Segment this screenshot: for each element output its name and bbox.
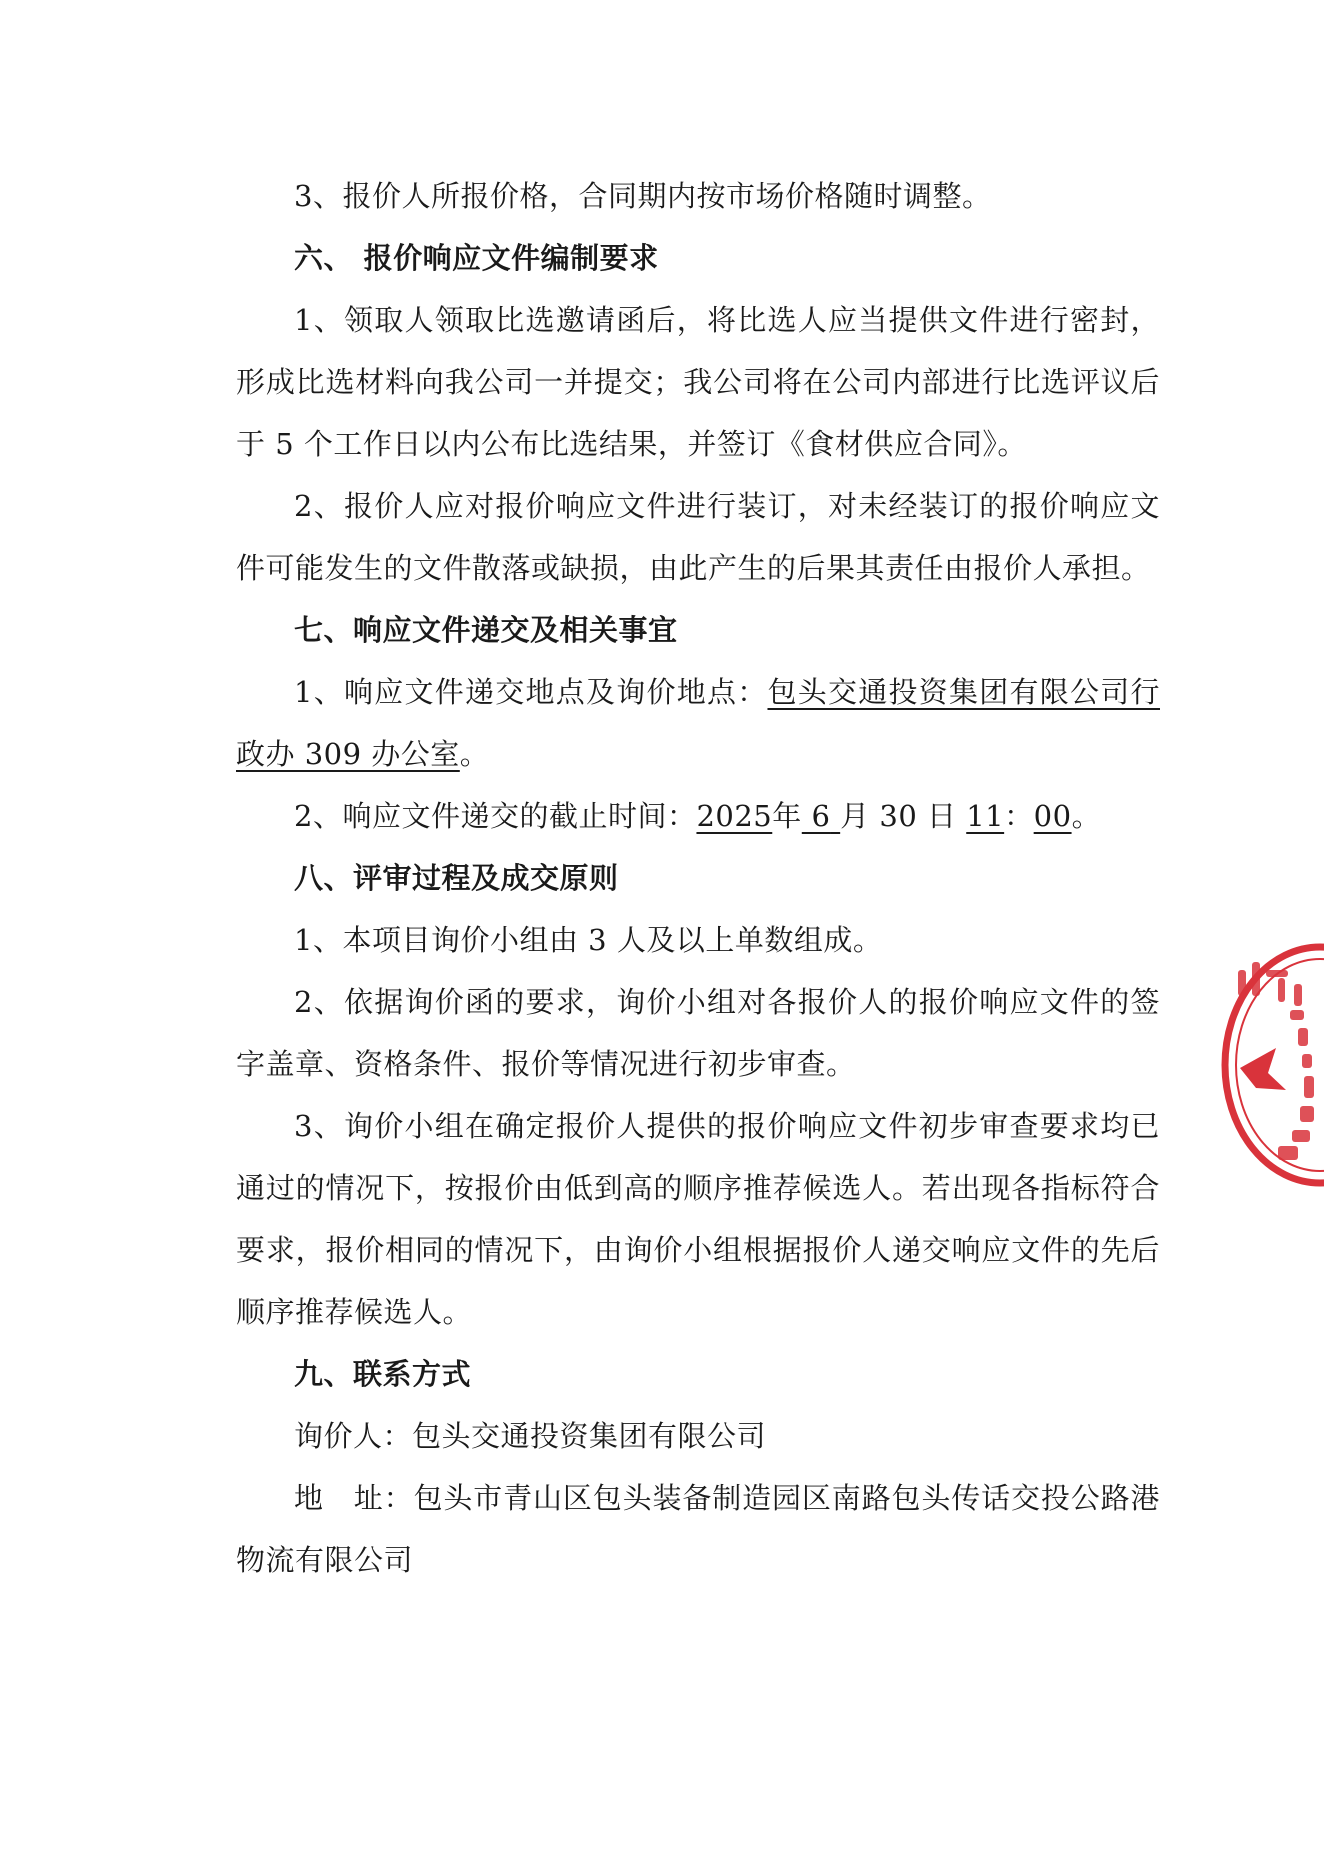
section-9-heading: 九、联系方式 bbox=[294, 1357, 472, 1391]
deadline-year-unit: 年 bbox=[772, 799, 802, 833]
document-page bbox=[236, 165, 1160, 1591]
section-6-item-1: 1、领取人领取比选邀请函后，将比选人应当提供文件进行密封，形成比选材料向我公司一并提交；我公司将在公司内部进行比选评议后于 5 个工作日以内公布比选结果，并签订《食材供应合同》。 bbox=[236, 303, 1160, 461]
paragraph-price-adjust: 3、报价人所报价格，合同期内按市场价格随时调整。 bbox=[294, 179, 992, 213]
section-6-item-2: 2、报价人应对报价响应文件进行装订，对未经装订的报价响应文件可能发生的文件散落或缺损，由此产生的后果其责任由报价人承担。 bbox=[236, 489, 1160, 585]
deadline-label: 2、响应文件递交的截止时间： bbox=[294, 799, 697, 833]
section-8-heading: 八、评审过程及成交原则 bbox=[294, 861, 619, 895]
submit-place-value: 包头交通投资集团有限公司行政办 309 办公室 bbox=[236, 675, 1160, 771]
section-7-item-2 bbox=[236, 785, 1160, 847]
section-7-heading: 七、响应文件递交及相关事宜 bbox=[294, 613, 678, 647]
deadline-year: 2025 bbox=[696, 799, 773, 833]
submit-place-end: 。 bbox=[459, 737, 490, 771]
deadline-hour: 11 bbox=[966, 799, 1005, 833]
section-7-item-1 bbox=[236, 661, 1160, 785]
section-8-item-3: 3、询价小组在确定报价人提供的报价响应文件初步审查要求均已通过的情况下，按报价由低到高的顺序推荐候选人。若出现各指标符合要求，报价相同的情况下，由询价小组根据报价人递交响应文件的先后顺序推荐候选人。 bbox=[236, 1109, 1160, 1329]
deadline-minute: 00 bbox=[1033, 799, 1072, 833]
deadline-month: 6 bbox=[811, 799, 831, 833]
company-seal-stamp bbox=[1220, 940, 1324, 1190]
section-6-heading: 六、 报价响应文件编制要求 bbox=[294, 241, 659, 275]
deadline-colon: ： bbox=[1004, 799, 1034, 833]
deadline-end: 。 bbox=[1071, 799, 1102, 833]
submit-place-label: 1、响应文件递交地点及询价地点： bbox=[294, 675, 768, 709]
section-8-item-2: 2、依据询价函的要求，询价小组对各报价人的报价响应文件的签字盖章、资格条件、报价等情况进行初步审查。 bbox=[236, 985, 1160, 1081]
seal-star-icon bbox=[1240, 1048, 1286, 1090]
contact-address: 地 址：包头市青山区包头装备制造园区南路包头传话交投公路港物流有限公司 bbox=[236, 1481, 1160, 1577]
contact-inquirer: 询价人：包头交通投资集团有限公司 bbox=[294, 1419, 767, 1453]
deadline-month-unit: 月 30 日 bbox=[840, 799, 957, 833]
section-8-item-1: 1、本项目询价小组由 3 人及以上单数组成。 bbox=[294, 923, 883, 957]
